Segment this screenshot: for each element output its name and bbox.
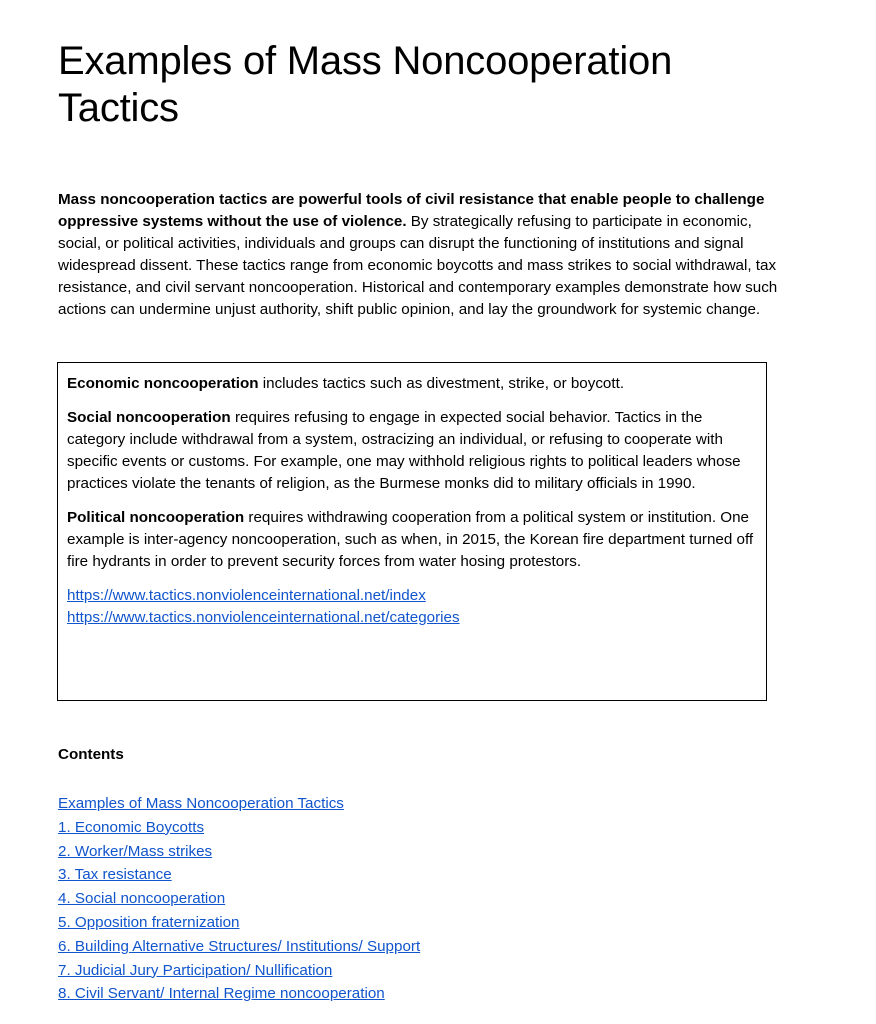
- toc-item: [58, 863, 420, 887]
- political-noncooperation-text: requires withdrawing cooperation from a political system or institution. One example is inter-agency noncooperation, such as when, in 2015, the Korean fire department turned off fire hydrants in order to prevent security forces from water hosing protestors.: [67, 509, 754, 570]
- toc-link-judicial-jury[interactable]: 7. Judicial Jury Participation/ Nullification: [58, 961, 333, 979]
- toc-item: [58, 911, 420, 935]
- intro-body: By strategically refusing to participate in economic, social, or political activities, individuals and groups can disrupt the functioning of institutions and signal widespread dissent. These tactics range from economic boycotts and mass strikes to social withdrawal, tax resistance, and civil servant noncooperation. Historical and contemporary examples demonstrate how such actions can undermine unjust authority, shift public opinion, and lay the groundwork for systemic change.: [58, 213, 778, 318]
- reference-links: [67, 585, 756, 629]
- political-noncooperation-term: Political noncooperation: [67, 509, 245, 526]
- toc-item: [58, 982, 420, 1006]
- toc-link-social-noncooperation[interactable]: 4. Social noncooperation: [58, 890, 226, 908]
- political-noncooperation-paragraph: [67, 507, 756, 573]
- toc-item: [58, 792, 420, 816]
- link-tactics-categories[interactable]: https://www.tactics.nonviolenceinternational.net/categories: [67, 609, 460, 626]
- intro-bold-lead: Mass noncooperation tactics are powerful tools of civil resistance that enable people to challenge oppressive systems without the use of violence.: [58, 191, 765, 230]
- contents-heading: Contents: [58, 746, 124, 763]
- document-title: Examples of Mass Noncooperation Tactics: [58, 39, 673, 130]
- social-noncooperation-text: requires refusing to engage in expected social behavior. Tactics in the category include withdrawal from a system, ostracizing an individual, or refusing to cooperate with specific events or customs. For example, one may withhold religious rights to political leaders whose practices violate the tenants of religion, as the Burmese monks did to military officials in 1990.: [67, 409, 741, 492]
- link-tactics-index[interactable]: https://www.tactics.nonviolenceinternational.net/index: [67, 587, 426, 604]
- social-noncooperation-paragraph: [67, 407, 756, 495]
- toc-link-tax-resistance[interactable]: 3. Tax resistance: [58, 866, 172, 884]
- economic-noncooperation-paragraph: [67, 373, 756, 395]
- economic-noncooperation-text: includes tactics such as divestment, strike, or boycott.: [258, 375, 625, 392]
- toc-link-civil-servant[interactable]: 8. Civil Servant/ Internal Regime noncooperation: [58, 985, 385, 1003]
- intro-paragraph: [58, 189, 788, 321]
- economic-noncooperation-term: Economic noncooperation: [67, 375, 259, 392]
- toc-item: [58, 816, 420, 840]
- noncooperation-types-box: [57, 362, 767, 701]
- toc-item: [58, 935, 420, 959]
- toc-item: [58, 959, 420, 983]
- social-noncooperation-term: Social noncooperation: [67, 409, 231, 426]
- toc-item: [58, 887, 420, 911]
- table-of-contents: [58, 792, 420, 1006]
- toc-link-worker-mass-strikes[interactable]: 2. Worker/Mass strikes: [58, 842, 213, 860]
- toc-link-economic-boycotts[interactable]: 1. Economic Boycotts: [58, 818, 205, 836]
- toc-link-title[interactable]: Examples of Mass Noncooperation Tactics: [58, 795, 344, 812]
- toc-link-alternative-structures[interactable]: 6. Building Alternative Structures/ Institutions/ Support: [58, 937, 421, 955]
- toc-link-opposition-fraternization[interactable]: 5. Opposition fraternization: [58, 913, 240, 931]
- toc-item: [58, 840, 420, 864]
